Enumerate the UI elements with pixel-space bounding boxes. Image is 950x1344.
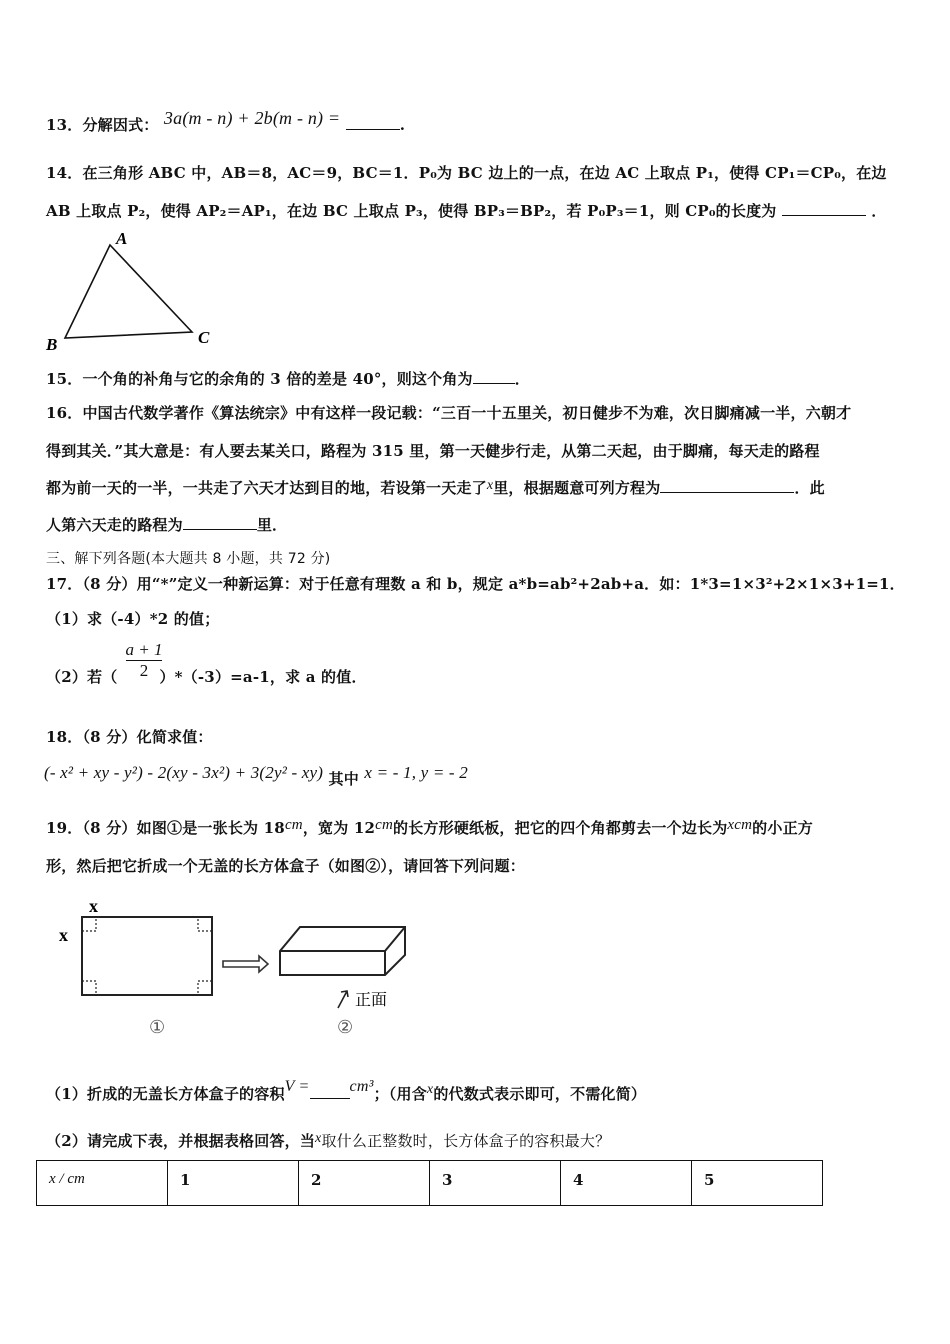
q18-expression-line	[44, 762, 468, 788]
q19-part2a: （2）请完成下表，并根据表格回答，当	[46, 1132, 316, 1150]
q16-line3	[46, 477, 825, 498]
box-3d	[280, 927, 405, 975]
table-header-x: x / cm	[37, 1161, 168, 1206]
q16-line1: 16．中国古代数学著作《算法统宗》中有这样一段记载：“三百一十五里关，初日健步不为难，次日脚痛减一半，六朝才	[46, 404, 852, 422]
q19-volume-v: V =	[284, 1078, 310, 1095]
q13	[46, 108, 406, 135]
q19-line1d: 的小正方	[752, 819, 813, 837]
triangle-abc	[65, 245, 192, 338]
q18-condition: x = - 1, y = - 2	[364, 763, 468, 782]
q17-part2a: （2）若（	[46, 668, 118, 686]
table-cell: 4	[561, 1161, 692, 1206]
q19-part1a: （1）折成的无盖长方体盒子的容积	[46, 1085, 285, 1103]
q13-text: 13．分解因式：	[46, 116, 159, 134]
q16-line4a: 人第六天走的路程为	[46, 516, 183, 534]
figure-label-1: ①	[149, 1017, 166, 1038]
q16-line3a: 都为前一天的一半，一共走了六天才达到目的地，若设第一天走了	[46, 479, 487, 497]
q19-volume-blank[interactable]	[310, 1084, 350, 1099]
q17-part2	[46, 666, 367, 687]
table-cell: 5	[692, 1161, 823, 1206]
q15-text: 15．一个角的补角与它的余角的 3 倍的差是 40°，则这个角为	[46, 370, 473, 388]
q19-volume-unit: cm³	[349, 1078, 374, 1095]
q16-line4tail: 里．	[256, 516, 288, 534]
q15	[46, 368, 530, 389]
section-3-heading: 三、解下列各题(本大题共 8 小题，共 72 分)	[46, 551, 331, 567]
q18-line1: 18．（8 分）化简求值：	[46, 728, 213, 746]
q19-part2-var: x	[315, 1131, 322, 1146]
q16-equation-blank[interactable]	[660, 478, 794, 493]
q16-var-x: x	[486, 478, 494, 493]
x-label-left: x	[59, 925, 68, 945]
table-cell: 2	[299, 1161, 430, 1206]
q18-expression: (- x² + xy - y²) - 2(xy - 3x²) + 3(2y² - xy)	[44, 763, 324, 782]
q13-answer-blank[interactable]	[346, 115, 400, 130]
q19-line1a: 19．（8 分）如图①是一张长为 18	[46, 819, 285, 837]
q13-expression: 3a(m - n) + 2b(m - n) =	[163, 108, 341, 128]
q17-line1: 17．（8 分）用“*”定义一种新运算：对于任意有理数 a 和 b，规定 a*b=ab²+2ab+a．如：1*3=1×3²+2×1×3+1=1．	[46, 575, 905, 593]
x-label-top: x	[89, 896, 98, 916]
q13-tail: .	[399, 116, 406, 134]
arrow-right-icon	[223, 956, 268, 972]
q14-answer-blank[interactable]	[782, 201, 866, 216]
q18-where: 其中	[328, 770, 359, 788]
q19-unit2: cm	[375, 817, 394, 833]
q14-line1: 14．在三角形 ABC 中，AB＝8，AC＝9，BC＝1．P₀为 BC 边上的一点，在边 AC 上取点 P₁，使得 CP₁＝CP₀，在边	[46, 164, 887, 182]
fraction-numerator: a + 1	[125, 640, 163, 659]
q19-part1c: 的代数式表示即可，不需化简）	[433, 1085, 647, 1103]
table-row	[37, 1161, 823, 1206]
q16-line4	[46, 514, 287, 535]
q19-part1-var: x	[426, 1082, 434, 1097]
q15-answer-blank[interactable]	[473, 369, 515, 384]
pointer-arrow-icon	[338, 991, 348, 1008]
table-cell: 3	[430, 1161, 561, 1206]
triangle-figure	[40, 228, 230, 356]
cardboard-rectangle	[82, 917, 212, 995]
label-c: C	[198, 328, 210, 347]
q19-part1	[46, 1078, 647, 1104]
label-a: A	[116, 229, 128, 248]
q19-part2	[46, 1130, 610, 1151]
q16-line3b: 里，根据题意可列方程为	[493, 479, 661, 497]
q16-day6-blank[interactable]	[183, 515, 257, 530]
q14-line2-text: AB 上取点 P₂，使得 AP₂＝AP₁，在边 BC 上取点 P₃，使得 BP₃＝BP₂，若 P₀P₃＝1，则 CP₀的长度为	[46, 202, 777, 220]
volume-table	[36, 1160, 823, 1206]
q19-line1	[46, 817, 813, 838]
q17-part2b: ）*（-3）=a-1，求 a 的值．	[159, 668, 367, 686]
q19-line2: 形，然后把它折成一个无盖的长方体盒子（如图②），请回答下列问题：	[46, 857, 525, 875]
q17-fraction	[124, 641, 164, 680]
q19-unit1: cm	[284, 817, 303, 833]
q16-line2: 得到其关．”其大意是：有人要去某关口，路程为 315 里，第一天健步行走，从第二天起，由于脚痛，每天走的路程	[46, 442, 820, 460]
corner-cut-marks	[82, 917, 212, 995]
q14-tail: ．	[871, 202, 887, 220]
q19-part2b: 取什么正整数时，长方体盒子的容积最大？	[321, 1132, 611, 1150]
q14-line2	[46, 200, 887, 221]
q19-unit3: xcm	[727, 817, 753, 833]
label-b: B	[46, 335, 58, 354]
q19-part1b: ；（用含	[373, 1085, 427, 1103]
box-figure	[55, 895, 425, 1045]
front-label: 正面	[355, 990, 388, 1009]
table-cell: 1	[168, 1161, 299, 1206]
figure-label-2: ②	[337, 1017, 354, 1038]
q17-part1: （1）求（-4）*2 的值；	[46, 610, 220, 628]
q16-line3tail: ．此	[794, 479, 825, 497]
q19-line1b: ，宽为 12	[302, 819, 376, 837]
fraction-denominator: 2	[139, 661, 149, 680]
q15-tail: ．	[514, 370, 530, 388]
q19-line1c: 的长方形硬纸板，把它的四个角都剪去一个边长为	[393, 819, 728, 837]
